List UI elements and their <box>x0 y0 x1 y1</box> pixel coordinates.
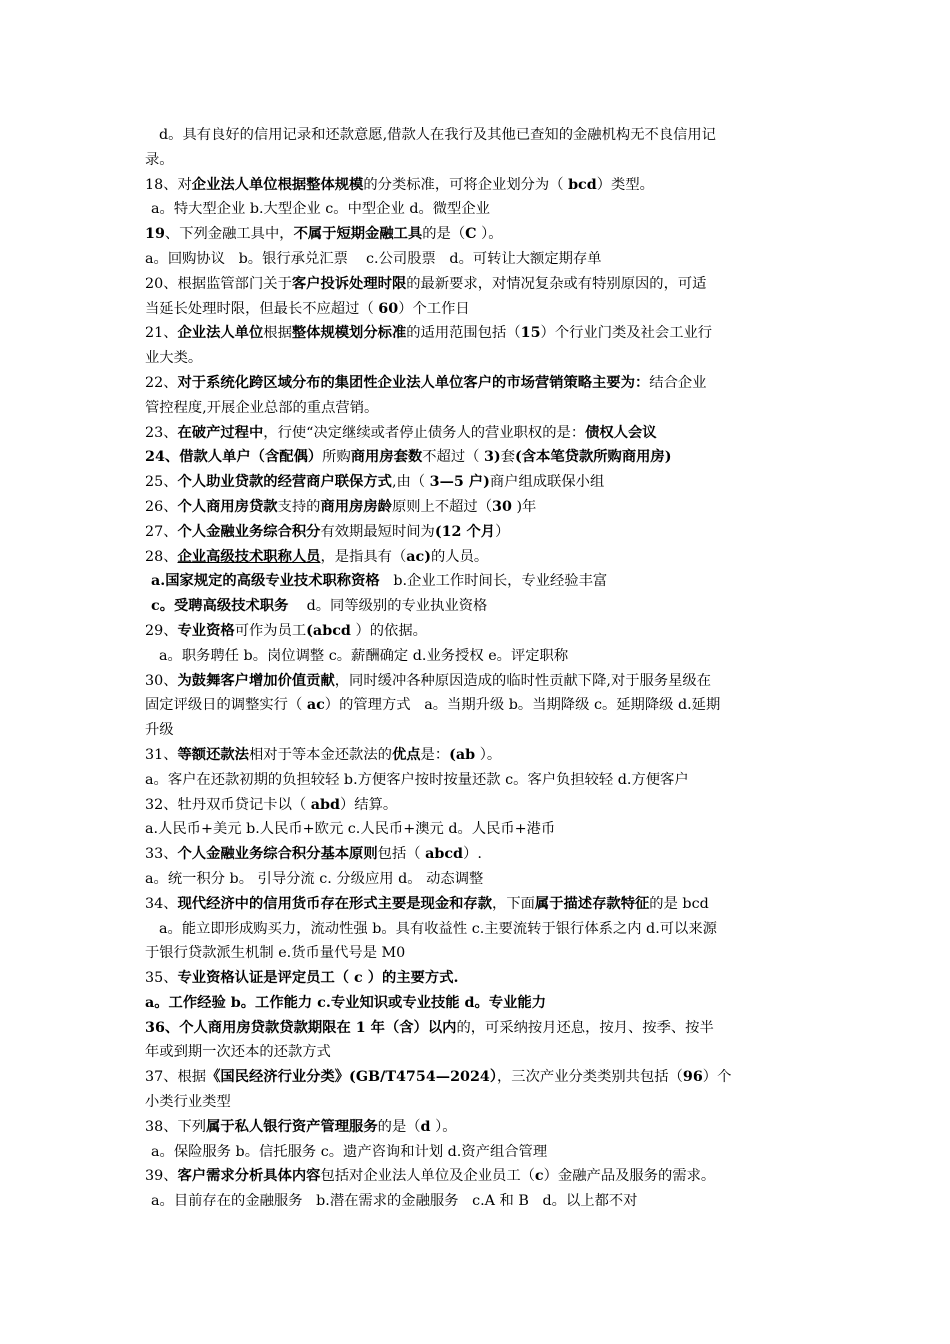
text-run: d。具有良好的信用记录和还款意愿,借款人在我行及其他已查知的金融机构无不良信用记 <box>159 127 716 143</box>
text-run: 的人员。 <box>430 548 489 565</box>
bold-text: (含本笔贷款所购商用房) <box>515 449 672 466</box>
text-run: ，三次产业分类类别共包括（ <box>497 1069 683 1086</box>
text-line <box>145 123 812 148</box>
bold-text: 30 <box>492 498 512 515</box>
text-line <box>145 470 812 495</box>
text-run: ）个 <box>702 1069 732 1086</box>
bold-text: 专业资格认证是评定员工（ c ）的主要方式. <box>177 970 459 987</box>
bold-text: 60 <box>378 300 399 317</box>
text-run: a。保险服务 b。信托服务 c。遗产咨询和计划 d.资产组合管理 <box>151 1143 548 1160</box>
text-line <box>145 941 812 966</box>
bold-text: 企业法人单位 <box>177 325 264 342</box>
text-line <box>145 1140 812 1165</box>
bold-text: 等额还款法 <box>177 746 249 763</box>
text-run: 的适用范围包括（ <box>406 325 521 342</box>
text-run: 相对于等本金还款法的 <box>248 746 392 763</box>
text-run: 的是 bcd <box>649 895 709 912</box>
text-line <box>145 148 812 173</box>
text-run: 的分类标准，可将企业划分为（ <box>363 176 569 193</box>
text-run: 28、 <box>145 548 178 565</box>
text-line <box>145 173 812 198</box>
text-run: b.企业工作时间长，专业经验丰富 <box>379 573 608 590</box>
bold-text: 现代经济中的信用货币存在形式主要是现金和存款 <box>177 895 493 912</box>
bold-text: ac <box>306 697 325 714</box>
bold-text: c <box>534 1168 544 1185</box>
text-line <box>145 421 812 446</box>
text-run: 包括对企业法人单位及企业员工（ <box>320 1168 535 1185</box>
text-line <box>145 669 812 694</box>
bold-text: ac) <box>406 548 431 565</box>
bold-text: 19 <box>145 226 165 243</box>
text-run: ，是指具有（ <box>320 548 407 565</box>
text-line <box>145 1189 812 1214</box>
bold-text: 15 <box>520 325 541 342</box>
bold-text: d <box>420 1118 431 1135</box>
text-run: ，下面 <box>492 895 535 912</box>
text-line <box>145 396 812 421</box>
underlined-text: 企业高级技术职称人员 <box>177 548 321 565</box>
text-run: 22、 <box>145 374 178 391</box>
text-run: 原则上不超过（ <box>391 498 493 515</box>
bold-text: 个人商用房贷款 <box>177 498 278 515</box>
bold-text: 属于描述存款特征 <box>534 895 650 912</box>
text-line <box>145 718 812 743</box>
bold-text <box>178 549 321 565</box>
text-run: 是： <box>420 746 450 763</box>
text-line <box>145 1016 812 1041</box>
text-run: ）的管理方式 a。当期升级 b。当期降级 c。延期降级 d.延期 <box>324 697 721 714</box>
text-run: 18、对 <box>145 176 192 193</box>
text-run: a。目前存在的金融服务 b.潜在需求的金融服务 c.A 和 B d。以上都不对 <box>151 1193 638 1210</box>
text-run: 业大类。 <box>145 350 203 367</box>
text-run: 26、 <box>145 498 178 515</box>
text-run: 23、 <box>145 424 178 441</box>
text-line <box>145 892 812 917</box>
text-line <box>145 817 812 842</box>
text-line <box>145 768 812 793</box>
bold-text: 在破产过程中 <box>177 424 264 441</box>
text-line <box>145 966 812 991</box>
bold-text: abcd <box>425 846 464 863</box>
text-run: a.人民币+美元 b.人民币+欧元 c.人民币+澳元 d。人民币+港币 <box>145 821 556 838</box>
text-run: a。客户在还款初期的负担较轻 b.方便客户按时按量还款 c。客户负担较轻 d.方便客户 <box>145 771 689 788</box>
text-run: 年或到期一次还本的还款方式 <box>145 1044 331 1061</box>
text-run: ,由（ <box>391 474 430 491</box>
text-run: 当延长处理时限，但最长不应超过（ <box>145 300 379 317</box>
text-run: 升级 <box>145 722 174 739</box>
text-run: ） <box>495 523 510 540</box>
text-line <box>145 842 812 867</box>
bold-text: 不属于短期金融工具 <box>293 226 423 243</box>
bold-text: 为鼓舞客户增加价值贡献 <box>177 672 335 689</box>
bold-text: bcd <box>568 176 597 193</box>
text-run: 34、 <box>145 895 178 912</box>
text-line <box>145 495 812 520</box>
text-run: ）金融产品及服务的需求。 <box>543 1168 716 1185</box>
text-run: a。能立即形成购买力，流动性强 b。具有收益性 c.主要流转于银行体系之内 d.可以来源 <box>159 920 717 937</box>
text-line <box>145 247 812 272</box>
text-run: 管控程度,开展企业总部的重点营销。 <box>145 399 379 416</box>
bold-text: 商用房房龄 <box>320 498 392 515</box>
text-run: ，同时缓冲各种原因造成的临时性贡献下降,对于服务星级在 <box>334 672 712 689</box>
text-run: ）的依据。 <box>350 622 427 639</box>
text-run: 根据 <box>263 325 292 342</box>
text-run: 的是（ <box>422 226 466 243</box>
text-run: ）。 <box>475 746 502 763</box>
text-run: 30、 <box>145 672 178 689</box>
text-line <box>145 644 812 669</box>
text-line <box>145 1164 812 1189</box>
text-run: 37、根据 <box>145 1069 207 1086</box>
bold-text: a.国家规定的高级专业技术职称资格 <box>151 573 380 590</box>
text-run: 固定评级日的调整实行（ <box>145 697 307 714</box>
text-run: ）类型。 <box>596 176 654 193</box>
text-line <box>145 1090 812 1115</box>
text-run: a。统一积分 b。 引导分流 c. 分级应用 d。 动态调整 <box>145 870 484 887</box>
text-run: ）. <box>463 846 482 863</box>
bold-text: C <box>465 226 477 243</box>
bold-text: (ab <box>449 746 476 763</box>
text-line <box>145 520 812 545</box>
text-run: 的最新要求，对情况复杂或有特别原因的，可适 <box>406 275 707 292</box>
text-run: 结合企业 <box>649 374 707 391</box>
text-run: 29、 <box>145 622 178 639</box>
text-run: 32、牡丹双币贷记卡以（ <box>145 796 311 813</box>
text-run: 所购 <box>322 449 351 466</box>
text-line <box>145 197 812 222</box>
text-run: ）结算。 <box>339 796 398 813</box>
text-run: 录。 <box>145 151 174 168</box>
text-run: a。职务聘任 b。岗位调整 c。薪酬确定 d.业务授权 e。评定职称 <box>159 647 569 664</box>
text-line <box>145 545 812 570</box>
bold-text: 属于私人银行资产管理服务 <box>206 1118 378 1135</box>
text-line <box>145 321 812 346</box>
text-run: 有效期最短时间为 <box>320 523 435 540</box>
text-run: 可作为员工 <box>234 622 307 639</box>
text-line <box>145 991 812 1016</box>
text-run: 25、 <box>145 474 178 491</box>
text-run: ）。 <box>476 226 503 243</box>
bold-text: 个人金融业务综合积分 <box>177 523 321 540</box>
text-line <box>145 743 812 768</box>
text-line <box>145 1115 812 1140</box>
bold-text: 客户投诉处理时限 <box>291 275 407 292</box>
text-line <box>145 619 812 644</box>
text-run: 、下列金融工具中， <box>164 226 294 243</box>
text-run: 33、 <box>145 846 178 863</box>
text-run: 的，可采纳按月还息，按月、按季、按半 <box>456 1019 714 1036</box>
bold-text: (12 个月 <box>434 523 496 540</box>
text-line <box>145 445 812 470</box>
bold-text: 96 <box>682 1069 703 1086</box>
text-run: 20、根据监管部门关于 <box>145 275 292 292</box>
text-line <box>145 793 812 818</box>
text-line <box>145 272 812 297</box>
text-run: d。同等级别的专业执业资格 <box>288 598 488 615</box>
text-line <box>145 222 812 247</box>
bold-text: 36、个人商用房贷款贷款期限在 1 年（含）以内 <box>145 1019 457 1036</box>
text-run: 套 <box>500 449 515 466</box>
text-line <box>145 693 812 718</box>
text-run: 21、 <box>145 325 178 342</box>
text-run: )年 <box>511 498 537 515</box>
text-run: 35、 <box>145 970 178 987</box>
bold-text: 个人助业贷款的经营商户联保方式 <box>177 474 392 491</box>
bold-text: 客户需求分析具体内容 <box>177 1168 321 1185</box>
bold-text: 对于系统化跨区域分布的集团性企业法人单位客户的市场营销策略主要为： <box>177 374 650 391</box>
bold-text: 债权人会议 <box>585 424 657 441</box>
bold-text: 《国民经济行业分类》(GB/T4754—2024） <box>206 1069 498 1086</box>
text-run: ）。 <box>430 1118 457 1135</box>
bold-text: abd <box>310 796 340 813</box>
text-run: 商户组成联保小组 <box>489 474 605 491</box>
text-line <box>145 1065 812 1090</box>
text-run: ）个行业门类及社会工业行 <box>540 325 713 342</box>
bold-text: 整体规模划分标准 <box>291 325 407 342</box>
text-run: 于银行贷款派生机制 e.货币量代号是 M0 <box>145 945 406 962</box>
bold-text: (abcd <box>306 622 351 639</box>
text-run: a。特大型企业 b.大型企业 c。中型企业 d。微型企业 <box>151 201 490 218</box>
bold-text: 专业资格 <box>177 622 235 639</box>
bold-text: a。工作经验 b。工作能力 c.专业知识或专业技能 d。专业能力 <box>145 994 546 1011</box>
text-line <box>145 917 812 942</box>
text-run: 支持的 <box>277 498 321 515</box>
text-line <box>145 297 812 322</box>
text-line <box>145 346 812 371</box>
bold-text: 3—5 户) <box>429 474 490 491</box>
text-run: 39、 <box>145 1168 178 1185</box>
text-run: 的是（ <box>377 1118 421 1135</box>
text-run: 包括（ <box>377 846 426 863</box>
bold-text: c。受聘高级技术职务 <box>151 598 289 615</box>
text-line <box>145 371 812 396</box>
bold-text: 3) <box>483 449 501 466</box>
text-run: 38、下列 <box>145 1118 207 1135</box>
text-run: ，行使“决定继续或者停止债务人的营业职权的是： <box>263 424 586 441</box>
text-run: 不超过（ <box>422 449 484 466</box>
bold-text: 优点 <box>391 746 421 763</box>
text-run: 小类行业类型 <box>145 1094 231 1111</box>
bold-text: 个人金融业务综合积分基本原则 <box>177 846 378 863</box>
text-line <box>145 594 812 619</box>
text-run: 27、 <box>145 523 178 540</box>
bold-text: 企业法人单位根据整体规模 <box>191 176 364 193</box>
bold-text: 商用房套数 <box>350 449 423 466</box>
text-run: ）个工作日 <box>398 300 470 317</box>
text-run: 31、 <box>145 746 178 763</box>
text-line <box>145 867 812 892</box>
text-run: a。回购协议 b。银行承兑汇票 c.公司股票 d。可转让大额定期存单 <box>145 250 602 267</box>
text-line <box>145 569 812 594</box>
bold-text: 24、借款人单户（含配偶） <box>145 449 323 466</box>
text-line <box>145 1040 812 1065</box>
